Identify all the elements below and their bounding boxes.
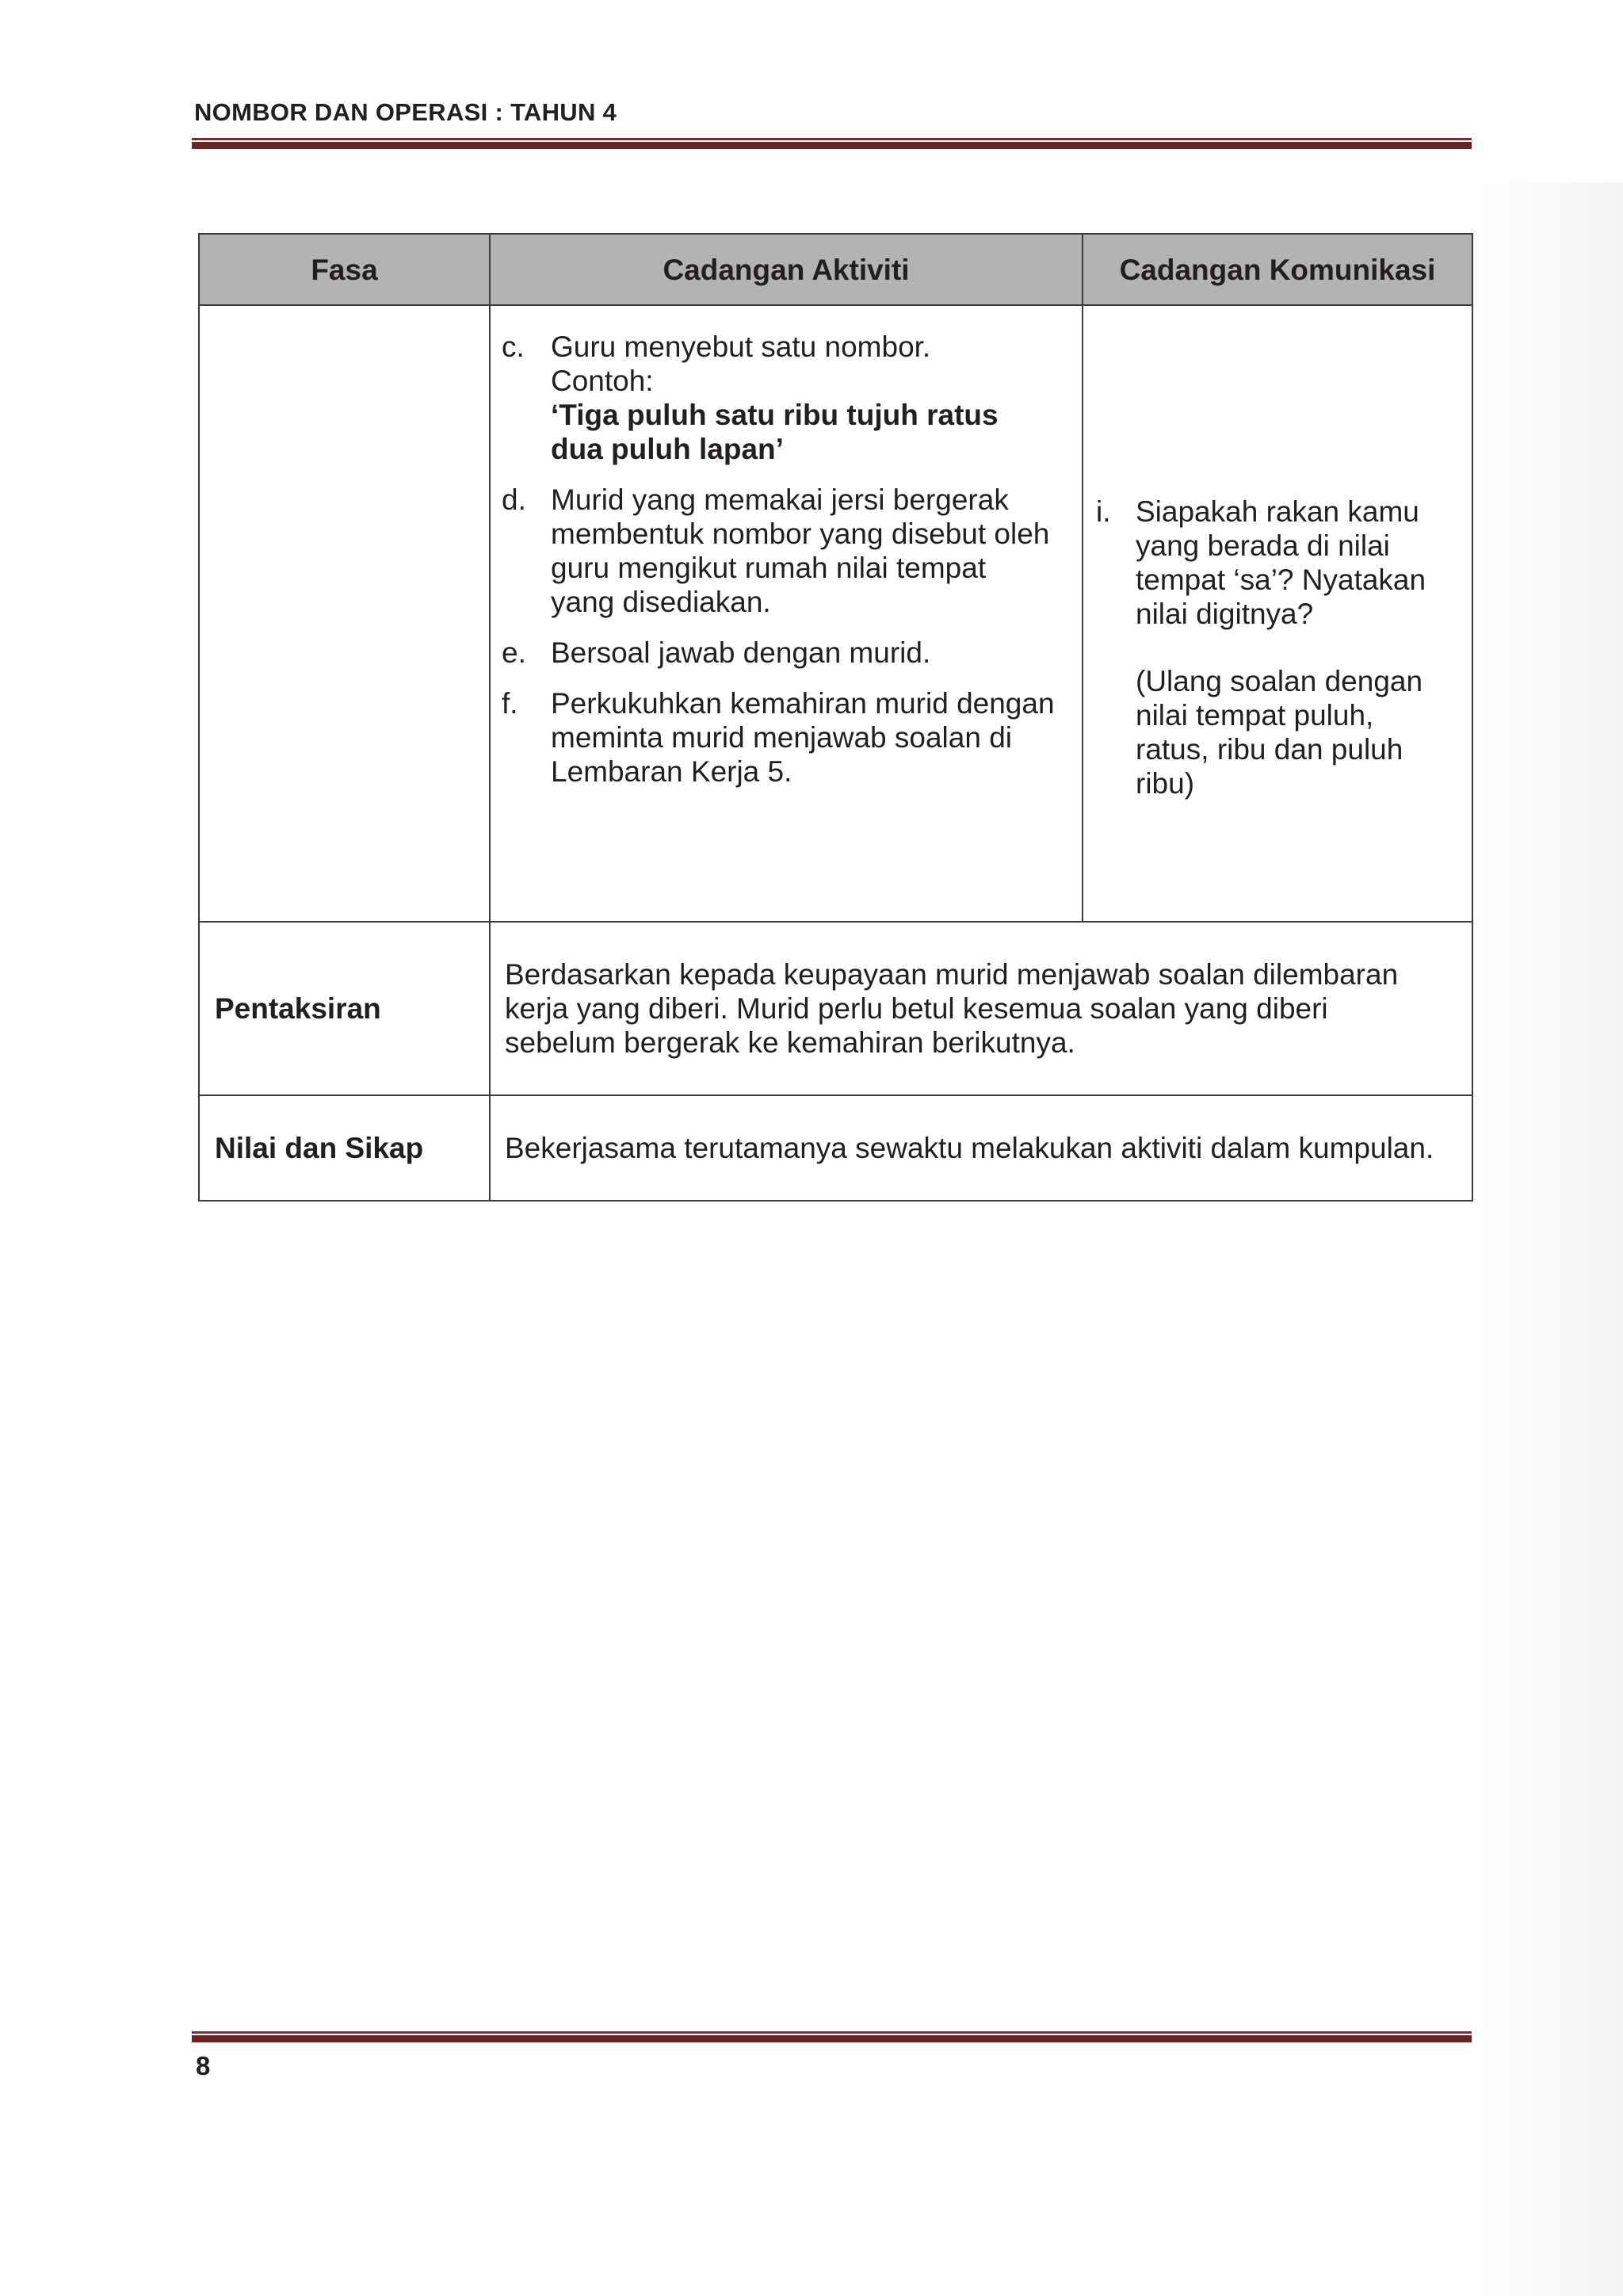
pentaksiran-row — [199, 922, 1472, 1095]
communication-list — [1083, 306, 1472, 800]
header-cadangan-komunikasi: Cadangan Komunikasi — [1083, 234, 1472, 305]
header-cadangan-aktiviti: Cadangan Aktiviti — [490, 234, 1083, 305]
footer-rule — [192, 2031, 1472, 2042]
note-line: ratus, ribu dan puluh — [1136, 733, 1403, 766]
page-number: 8 — [196, 2051, 211, 2080]
activity-item-c — [502, 330, 1082, 466]
item-marker: e. — [502, 636, 526, 669]
activity-line: guru mengikut rumah nilai tempat — [551, 552, 987, 584]
example-number-line: dua puluh lapan’ — [551, 433, 784, 465]
header-rule — [192, 138, 1472, 149]
communication-line: Siapakah rakan kamu — [1136, 495, 1419, 528]
communication-item-i — [1096, 495, 1456, 800]
activity-item-e — [502, 636, 1082, 670]
page-edge-shade — [1482, 182, 1623, 2296]
note-line: (Ulang soalan dengan — [1136, 665, 1423, 697]
pentaksiran-line: kerja yang diberi. Murid perlu betul kesemua soalan yang diberi — [505, 992, 1328, 1025]
note-line: ribu) — [1136, 767, 1195, 800]
activity-line: Murid yang memakai jersi bergerak — [551, 483, 1009, 516]
activity-line: Perkukuhkan kemahiran murid dengan — [551, 687, 1055, 720]
communication-cell — [1083, 305, 1472, 922]
item-marker: f. — [502, 687, 518, 720]
activity-line: membentuk nombor yang disebut oleh — [551, 518, 1050, 550]
pentaksiran-text — [490, 922, 1472, 1095]
lesson-table — [198, 233, 1473, 1201]
activity-item-d — [502, 483, 1082, 619]
example-number-line: ‘Tiga puluh satu ribu tujuh ratus — [551, 399, 999, 431]
communication-line: tempat ‘sa’? Nyatakan — [1136, 563, 1426, 596]
pentaksiran-label: Pentaksiran — [199, 922, 490, 1095]
activity-line: meminta murid menjawab soalan di — [551, 721, 1012, 754]
communication-line: nilai digitnya? — [1136, 598, 1314, 630]
note-line: nilai tempat puluh, — [1136, 699, 1374, 732]
nilai-sikap-row — [199, 1095, 1472, 1201]
activity-line: Bersoal jawab dengan murid. — [551, 636, 931, 669]
table-header-row — [199, 234, 1472, 305]
item-marker: c. — [502, 330, 525, 363]
nilai-sikap-label: Nilai dan Sikap — [199, 1095, 490, 1201]
communication-line: yang berada di nilai — [1136, 529, 1390, 562]
page-header-title: NOMBOR DAN OPERASI : TAHUN 4 — [194, 98, 617, 126]
activity-row — [199, 305, 1472, 922]
activity-cell — [490, 305, 1083, 922]
pentaksiran-line: Berdasarkan kepada keupayaan murid menjawab soalan dilembaran — [505, 958, 1399, 991]
fasa-cell-empty — [199, 305, 490, 922]
activity-line: Guru menyebut satu nombor. — [551, 330, 931, 363]
item-marker: i. — [1096, 495, 1111, 528]
header-fasa: Fasa — [199, 234, 490, 305]
communication-note — [1136, 664, 1456, 800]
activity-item-f — [502, 686, 1082, 789]
pentaksiran-line: sebelum bergerak ke kemahiran berikutnya. — [505, 1026, 1075, 1059]
activity-list — [491, 306, 1082, 789]
item-marker: d. — [502, 483, 526, 516]
activity-line: Contoh: — [551, 365, 654, 397]
activity-line: Lembaran Kerja 5. — [551, 755, 792, 788]
activity-line: yang disediakan. — [551, 586, 771, 618]
nilai-sikap-text: Bekerjasama terutamanya sewaktu melakukan aktiviti dalam kumpulan. — [490, 1095, 1472, 1201]
